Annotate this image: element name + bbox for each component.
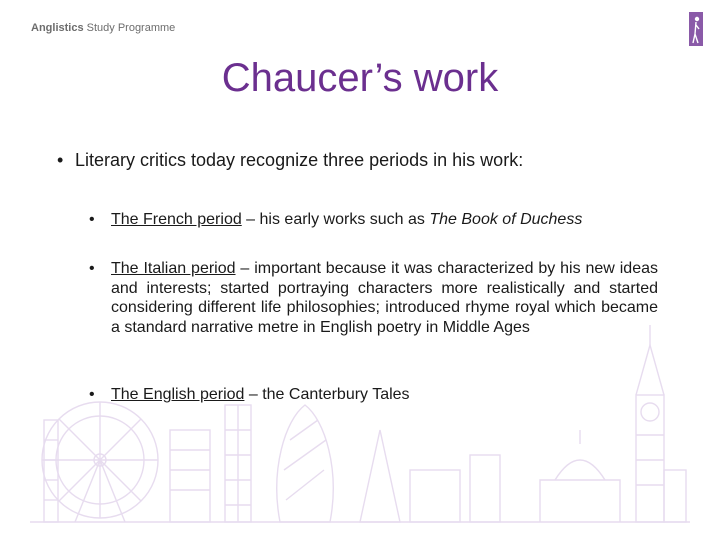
period-description: – the Canterbury Tales	[244, 386, 410, 403]
sub-bullet-italian-period	[89, 259, 658, 337]
period-term: The English period	[111, 386, 245, 403]
bullet-marker: •	[89, 211, 95, 228]
programme-header	[31, 22, 175, 34]
header-subtitle: Study Programme	[86, 22, 176, 34]
period-term: The French period	[111, 211, 242, 228]
work-title: The Book of Duchess	[429, 211, 583, 228]
header-brand: Anglistics	[31, 22, 84, 34]
period-term: The Italian period	[111, 260, 236, 277]
bullet-marker: •	[57, 150, 64, 170]
bullet-marker: •	[89, 386, 95, 403]
slide-title: Chaucer’s work	[221, 56, 499, 100]
sub-bullet-french-period	[89, 210, 658, 230]
lead-text: Literary critics today recognize three periods in his work:	[75, 150, 524, 170]
figure-logo-icon	[689, 12, 703, 46]
period-description: – his early works such as	[241, 211, 430, 228]
sub-bullet-english-period	[89, 385, 658, 405]
bullet-marker: •	[89, 260, 95, 277]
lead-bullet	[57, 149, 677, 171]
period-description: – important because it was characterized by his new ideas and interests; started portraying characters more realistically and started considering different life philosophies; introduced rhyme royal which became a standard narrative metre in English poetry in Middle Ages	[111, 260, 658, 336]
